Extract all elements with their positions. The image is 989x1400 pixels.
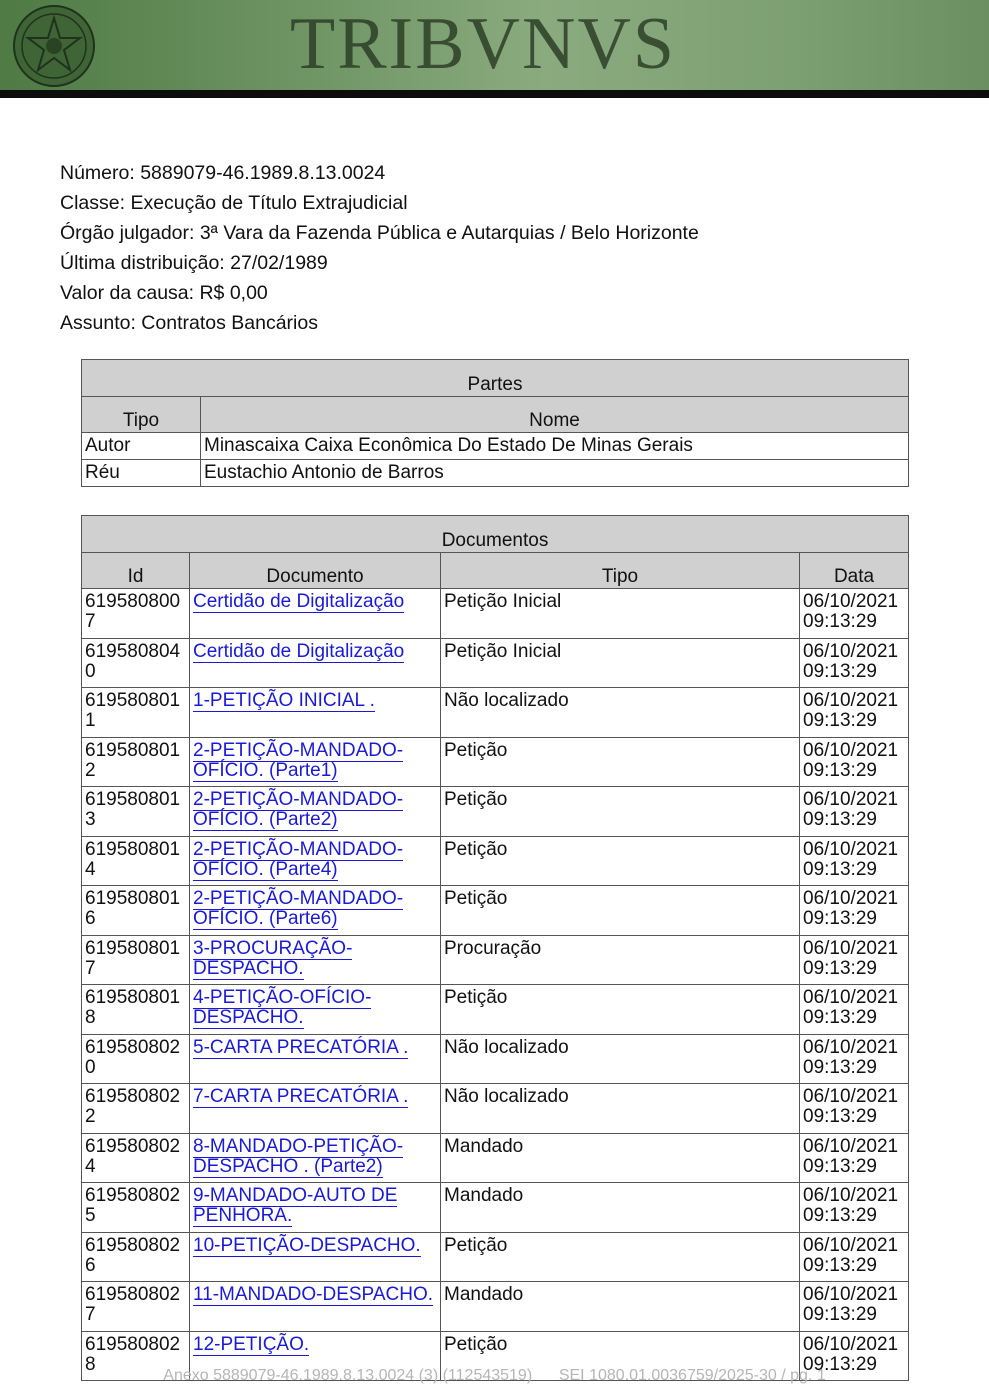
document-link[interactable]: 2-PETIÇÃO-MANDADO-OFÍCIO. (Parte2) <box>193 789 404 830</box>
document-type: Petição <box>441 1331 800 1381</box>
document-date: 06/10/2021 09:13:29 <box>800 589 909 639</box>
header-banner <box>0 0 989 90</box>
table-row <box>82 460 909 487</box>
document-cell <box>190 589 441 639</box>
document-type: Petição <box>441 737 800 787</box>
document-cell <box>190 1232 441 1282</box>
document-link[interactable]: 2-PETIÇÃO-MANDADO-OFÍCIO. (Parte1) <box>193 739 404 781</box>
table-row <box>82 737 909 787</box>
document-type: Mandado <box>441 1183 800 1233</box>
table-row <box>82 1183 909 1233</box>
document-date: 06/10/2021 09:13:29 <box>800 787 909 837</box>
documents-table-body <box>82 589 909 1381</box>
document-date: 06/10/2021 09:13:29 <box>800 935 909 985</box>
document-link[interactable]: 5-CARTA PRECATÓRIA . <box>193 1036 409 1058</box>
table-row <box>82 935 909 985</box>
document-date: 06/10/2021 09:13:29 <box>800 886 909 936</box>
table-row <box>82 589 909 639</box>
document-cell <box>190 1133 441 1183</box>
party-name: Eustachio Antonio de Barros <box>201 460 909 487</box>
table-row <box>82 1282 909 1332</box>
document-date: 06/10/2021 09:13:29 <box>800 688 909 738</box>
document-cell <box>190 836 441 886</box>
documents-header-data: Data <box>800 553 909 589</box>
document-link[interactable]: 1-PETIÇÃO INICIAL . <box>193 690 375 711</box>
parties-header-tipo: Tipo <box>82 397 201 433</box>
document-date: 06/10/2021 09:13:29 <box>800 1232 909 1282</box>
document-cell <box>190 638 441 688</box>
document-cell <box>190 1282 441 1332</box>
table-row <box>82 638 909 688</box>
document-date: 06/10/2021 09:13:29 <box>800 1282 909 1332</box>
table-row <box>82 1084 909 1134</box>
document-type: Petição Inicial <box>441 589 800 639</box>
document-id: 6195808018 <box>82 985 190 1035</box>
process-class: Classe: Execução de Título Extrajudicial <box>60 192 408 214</box>
document-date: 06/10/2021 09:13:29 <box>800 985 909 1035</box>
document-date: 06/10/2021 09:13:29 <box>800 1133 909 1183</box>
document-link[interactable]: 12-PETIÇÃO. <box>193 1333 310 1355</box>
document-date: 06/10/2021 09:13:29 <box>800 1034 909 1084</box>
document-id: 6195808011 <box>82 688 190 738</box>
document-link[interactable]: 4-PETIÇÃO-OFÍCIO-DESPACHO. <box>193 987 372 1028</box>
document-cell <box>190 935 441 985</box>
parties-table-title: Partes <box>82 360 909 397</box>
table-row <box>82 985 909 1035</box>
document-link[interactable]: 8-MANDADO-PETIÇÃO-DESPACHO . (Parte2) <box>193 1135 404 1177</box>
document-type: Mandado <box>441 1282 800 1332</box>
party-type: Autor <box>82 433 201 460</box>
footer-annex: Anexo 5889079-46.1989.8.13.0024 (3) (112543519) <box>163 1367 533 1384</box>
document-id: 6195808024 <box>82 1133 190 1183</box>
document-cell <box>190 886 441 936</box>
document-id: 6195808022 <box>82 1084 190 1134</box>
table-row <box>82 886 909 936</box>
document-id: 6195808025 <box>82 1183 190 1233</box>
document-link[interactable]: 3-PROCURAÇÃO-DESPACHO. <box>193 937 353 979</box>
document-id: 6195808016 <box>82 886 190 936</box>
documents-header-tipo: Tipo <box>441 553 800 589</box>
document-id: 6195808012 <box>82 737 190 787</box>
document-link[interactable]: 9-MANDADO-AUTO DE PENHORA. <box>193 1185 398 1226</box>
party-type: Réu <box>82 460 201 487</box>
document-date: 06/10/2021 09:13:29 <box>800 1183 909 1233</box>
document-id: 6195808028 <box>82 1331 190 1381</box>
document-type: Não localizado <box>441 1084 800 1134</box>
document-link[interactable]: Certidão de Digitalização <box>193 640 405 662</box>
document-link[interactable]: 2-PETIÇÃO-MANDADO-OFÍCIO. (Parte4) <box>193 838 404 880</box>
document-id: 6195808040 <box>82 638 190 688</box>
table-row <box>82 1232 909 1282</box>
brand-title: TRIBVNVS <box>290 3 677 85</box>
document-link[interactable]: Certidão de Digitalização <box>193 591 405 612</box>
documents-header-id: Id <box>82 553 190 589</box>
document-date: 06/10/2021 09:13:29 <box>800 1331 909 1381</box>
judging-body: Órgão julgador: 3ª Vara da Fazenda Pública e Autarquias / Belo Horizonte <box>60 222 699 244</box>
document-link[interactable]: 7-CARTA PRECATÓRIA . <box>193 1086 409 1107</box>
document-cell <box>190 1183 441 1233</box>
document-type: Petição <box>441 787 800 837</box>
table-row <box>82 1133 909 1183</box>
table-row <box>82 787 909 837</box>
document-type: Procuração <box>441 935 800 985</box>
document-id: 6195808007 <box>82 589 190 639</box>
document-type: Petição <box>441 985 800 1035</box>
document-link[interactable]: 2-PETIÇÃO-MANDADO-OFÍCIO. (Parte6) <box>193 888 404 929</box>
document-cell <box>190 1034 441 1084</box>
page-footer <box>0 1367 989 1385</box>
document-type: Petição <box>441 886 800 936</box>
document-id: 6195808013 <box>82 787 190 837</box>
process-number: Número: 5889079-46.1989.8.13.0024 <box>60 162 386 184</box>
documents-header-documento: Documento <box>190 553 441 589</box>
document-id: 6195808020 <box>82 1034 190 1084</box>
document-id: 6195808027 <box>82 1282 190 1332</box>
document-cell <box>190 688 441 738</box>
document-type: Não localizado <box>441 1034 800 1084</box>
last-distribution: Última distribuição: 27/02/1989 <box>60 252 328 274</box>
document-cell <box>190 985 441 1035</box>
document-link[interactable]: 10-PETIÇÃO-DESPACHO. <box>193 1234 421 1256</box>
parties-header-nome: Nome <box>201 397 909 433</box>
footer-sei: SEI 1080.01.0036759/2025-30 / pg. 1 <box>558 1367 826 1384</box>
court-seal-icon <box>12 4 96 88</box>
document-id: 6195808017 <box>82 935 190 985</box>
case-value: Valor da causa: R$ 0,00 <box>60 282 268 304</box>
table-row <box>82 688 909 738</box>
table-row <box>82 1034 909 1084</box>
case-subject: Assunto: Contratos Bancários <box>60 312 318 334</box>
document-type: Não localizado <box>441 688 800 738</box>
table-row <box>82 433 909 460</box>
document-type: Petição <box>441 836 800 886</box>
document-type: Petição Inicial <box>441 638 800 688</box>
document-date: 06/10/2021 09:13:29 <box>800 836 909 886</box>
document-type: Petição <box>441 1232 800 1282</box>
document-type: Mandado <box>441 1133 800 1183</box>
document-id: 6195808026 <box>82 1232 190 1282</box>
document-cell <box>190 1084 441 1134</box>
document-date: 06/10/2021 09:13:29 <box>800 737 909 787</box>
document-link[interactable]: 11-MANDADO-DESPACHO. <box>193 1284 433 1305</box>
document-date: 06/10/2021 09:13:29 <box>800 1084 909 1134</box>
party-name: Minascaixa Caixa Econômica Do Estado De Minas Gerais <box>201 433 909 460</box>
header-divider <box>0 90 989 98</box>
document-date: 06/10/2021 09:13:29 <box>800 638 909 688</box>
table-row <box>82 836 909 886</box>
document-cell <box>190 737 441 787</box>
document-cell <box>190 787 441 837</box>
document-id: 6195808014 <box>82 836 190 886</box>
parties-table <box>81 359 909 487</box>
documents-table-title: Documentos <box>82 516 909 553</box>
process-metadata <box>60 158 699 338</box>
documents-table <box>81 515 909 1381</box>
